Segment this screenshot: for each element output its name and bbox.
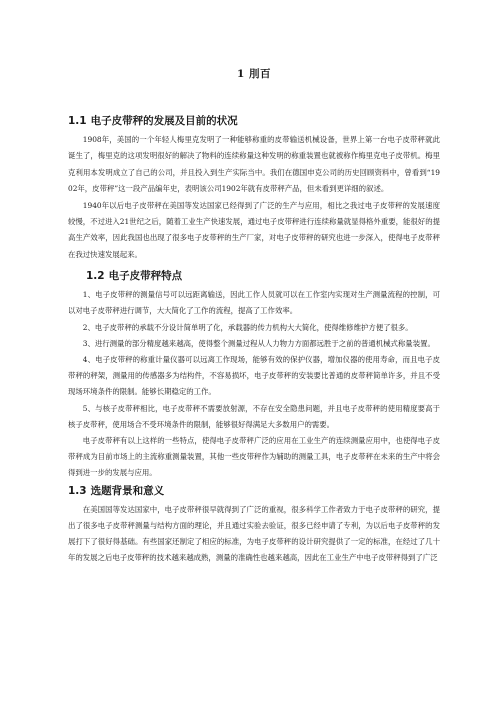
paragraph: 3、进行测量的部分精度越来越高，使得整个测量过程从人力物力方面都远胜于之前的普通机械式称量装置。 [82, 338, 435, 348]
paragraph: 电子皮带秤有以上这样的一些特点，使得电子皮带秤广泛的应用在工业生产的连续测量应用中，也使得电子皮带秤成为目前市场上的主流称重测量装置，其他一些皮带秤作为辅助的测量工具，电子皮带秤在未来的生产中将会得到进一步的发展与应用。 [68, 436, 440, 478]
section-number: 1.2 [86, 270, 105, 283]
section-title: 电子皮带秤特点 [108, 270, 183, 283]
paragraph: 在美国国等发达国家中，电子皮带秤很早就得到了广泛的重视，很多科学工作者致力于电子皮带秤的研究，提出了很多电子皮带秤测量与结构方面的理论，并且通过实验去验证，很多已经申请了专利，为以后电子皮带秤的发展打下了很好得基础。有些国家还制定了相应的标准，为电子皮带秤的设计研究提供了一定的标准，在经过了几十年的发展之后电子皮带秤的技术越来越成熟，测量的准确性也越来越高，因此在工业生产中电子皮带秤得到了广泛 [68, 504, 440, 563]
paragraph: 5、与核子皮带秤相比，电子皮带秤不需要放射源，不存在安全隐患问题，并且电子皮带秤的使用精度要高于核子皮带秤，使用场合不受环境条件的限制，能够很好得满足大多数用户的需要。 [68, 403, 440, 429]
section-heading [68, 114, 440, 128]
section-heading [86, 269, 440, 283]
chapter-title: 1 刖百 [237, 68, 271, 80]
section-number: 1.1 [68, 115, 87, 127]
section-number: 1.3 [68, 484, 87, 497]
paragraph: 1、电子皮带秤的测量信号可以远距离输送，因此工作人员就可以在工作室内实现对生产测量流程的控制，可以对电子皮带秤进行调节，大大简化了工作的流程，提高了工作效率。 [68, 290, 440, 316]
section-1-2 [68, 269, 440, 481]
paragraph: 2、电子皮带秤的承载不分设计简单明了化，承载器的传力机构大大简化，使得维修维护方便了很多。 [82, 322, 413, 332]
section-1-1 [68, 114, 440, 263]
section-1-3 [68, 484, 440, 567]
paragraph: 1908年，美国的一个年轻人梅里克发明了一种能够称重的皮带输送机械设备，世界上第一台电子皮带秤就此诞生了，梅里克的这项发明很好的解决了物料的连续称量这种发明的称重装置也就被称作梅里克电子皮带机。梅里克利用本发明成立了自己的公司，并且投入到生产实际当中。我们在德国申克公司的历史回顾资料中，曾看到“1902年，皮带秤”这一段产品编年史，表明该公司1902年就有皮带秤产品，但未看到更详细的叙述。 [68, 135, 440, 194]
section-heading [68, 484, 440, 498]
paragraph: 1940年以后电子皮带秤在美国等发达国家已经得到了广泛的生产与应用，相比之我过电子皮带秤的发展速度较慢，不过进入21世纪之后，随着工业生产快速发展，通过电子皮带秤进行连续称量就显得格外重要，能很好的提高生产效率，因此我国也出现了很多电子皮带秤的生产厂家，对电子皮带秤的研究也进一步深入，使得电子皮带秤在我过快速发展起来。 [68, 200, 440, 259]
paragraph: 4、电子皮带秤的称重计量仪器可以远离工作现场，能够有效的保护仪器，增加仪器的使用寿命，而且电子皮带秤的秤架，测量用的传感器多为结构件，不容易损坏，电子皮带秤的安装要比普通的皮带秤简单许多，并且不受现场环境条件的限制。能够长期稳定的工作。 [68, 355, 440, 397]
section-title: 选题背景和意义 [90, 484, 165, 497]
section-title: 电子皮带秤的发展及目前的状况 [90, 115, 238, 127]
